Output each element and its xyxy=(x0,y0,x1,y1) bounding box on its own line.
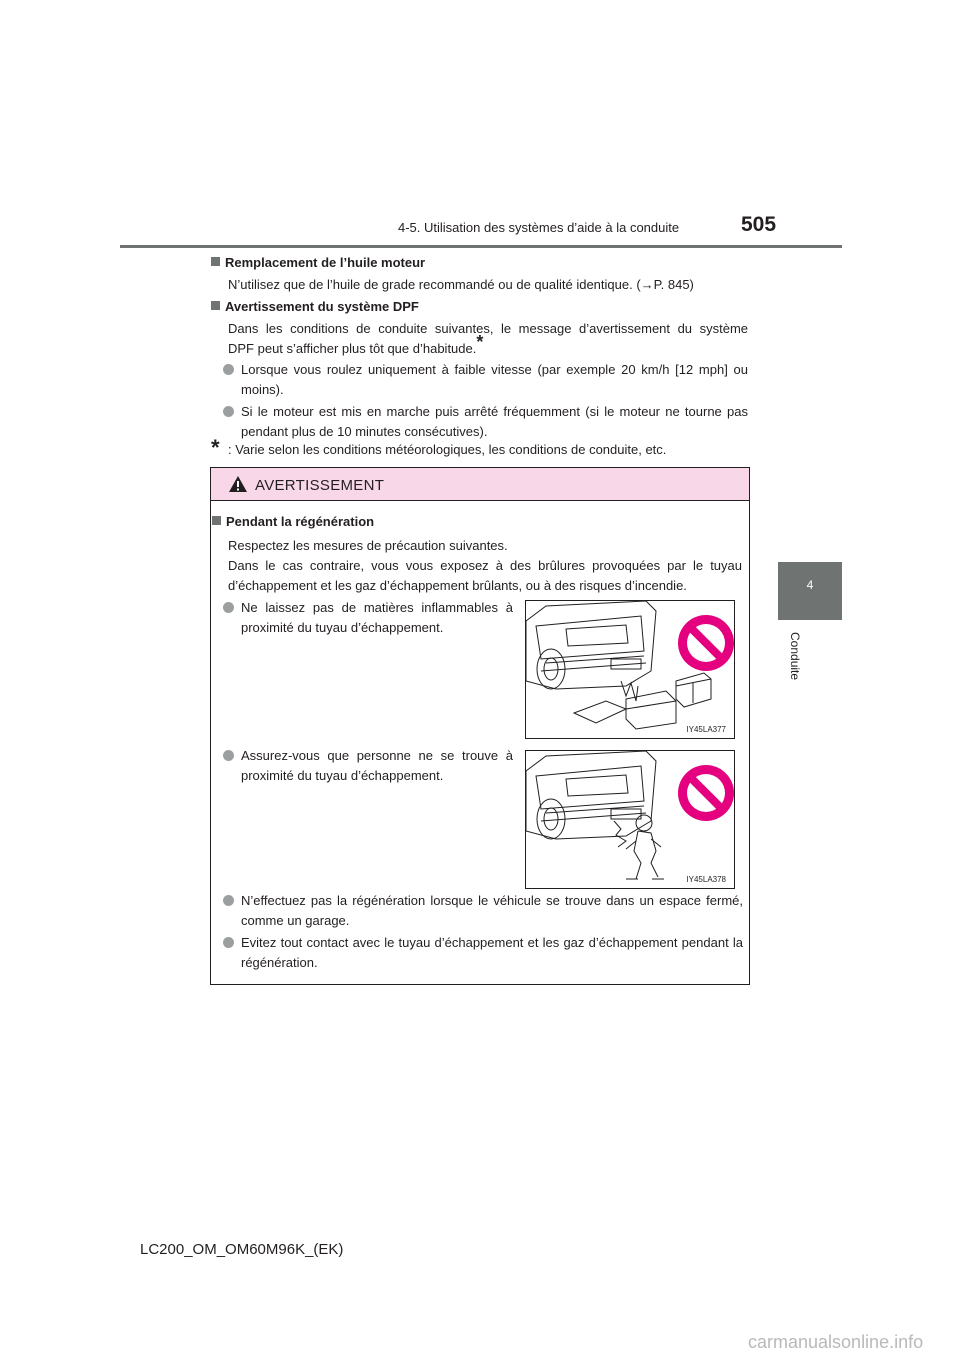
oil-text: N’utilisez que de l’huile de grade recommandé ou de qualité identique. (→P. 845) xyxy=(228,277,694,292)
dpf-bullet-1-text: Lorsque vous roulez uniquement à faible vitesse (par exemple 20 km/h [12 mph] ou moins). xyxy=(241,362,748,397)
dpf-bullet-2-text: Si le moteur est mis en marche puis arrêté fréquemment (si le moteur ne tourne pas pendant plus de 10 minutes consécutives). xyxy=(241,404,748,439)
dpf-text-line2-text: DPF peut s’afficher plus tôt que d’habitude. xyxy=(228,341,477,356)
section-title: 4-5. Utilisation des systèmes d’aide à la conduite xyxy=(398,220,680,235)
bullet-dot-icon xyxy=(223,602,234,613)
bullet-dot-icon xyxy=(223,406,234,417)
dpf-heading xyxy=(211,299,419,314)
chapter-tab xyxy=(778,562,842,620)
oil-heading xyxy=(211,255,425,270)
footnote-text: : Varie selon les conditions météorologiques, les conditions de conduite, etc. xyxy=(228,442,667,457)
square-bullet-icon xyxy=(211,257,220,266)
square-bullet-icon xyxy=(211,301,220,310)
warning-heading-text: Pendant la régénération xyxy=(226,514,375,529)
document-code: LC200_OM_OM60M96K_(EK) xyxy=(140,1241,344,1258)
warning-intro-line2: Dans le cas contraire, vous vous exposez à des brûlures provoquées par le tuyau d’échappement et les gaz d’échappement brûlants, ou à des risques d’incendie. xyxy=(228,558,742,593)
illustration-code: IY45LA378 xyxy=(686,875,726,884)
bullet-dot-icon xyxy=(223,750,234,761)
watermark: carmanualsonline.info xyxy=(748,1332,924,1352)
square-bullet-icon xyxy=(212,516,221,525)
illustration-person xyxy=(525,750,735,889)
warning-heading xyxy=(212,514,374,529)
oil-heading-text: Remplacement de l’huile moteur xyxy=(225,255,426,270)
chapter-number: 4 xyxy=(806,578,814,592)
bullet-dot-icon xyxy=(223,895,234,906)
dpf-text-line1: Dans les conditions de conduite suivantes, le message d’avertissement du système xyxy=(228,321,748,336)
warning-bullet-4-text: Evitez tout contact avec le tuyau d’échappement et les gaz d’échappement pendant la régénération. xyxy=(241,935,743,970)
page-number: 505 xyxy=(741,213,777,236)
footnote-marker-inline: * xyxy=(476,332,484,352)
dpf-bullet-2 xyxy=(223,402,748,442)
dpf-text xyxy=(228,319,748,359)
dpf-bullet-1 xyxy=(223,360,748,400)
warning-intro xyxy=(228,536,742,596)
warning-triangle-icon xyxy=(228,475,248,493)
warning-bullet-4 xyxy=(223,933,743,973)
warning-bullet-2 xyxy=(223,746,513,786)
dpf-text-line2 xyxy=(228,332,748,359)
warning-bullet-1 xyxy=(223,598,513,638)
illustration-flammables xyxy=(525,600,735,739)
warning-bullet-3 xyxy=(223,891,743,931)
header-rule xyxy=(120,245,842,248)
warning-bullet-1-text: Ne laissez pas de matières inflammables à proximité du tuyau d’échappement. xyxy=(241,600,513,635)
warning-bullet-2-text: Assurez-vous que personne ne se trouve à proximité du tuyau d’échappement. xyxy=(241,748,513,783)
warning-intro-line1: Respectez les mesures de précaution suivantes. xyxy=(228,538,508,553)
warning-bullet-3-text: N’effectuez pas la régénération lorsque le véhicule se trouve dans un espace fermé, comme un garage. xyxy=(241,893,743,928)
warning-title: AVERTISSEMENT xyxy=(255,477,385,494)
bullet-dot-icon xyxy=(223,364,234,375)
chapter-label: Conduite xyxy=(788,632,802,681)
warning-header xyxy=(211,468,749,501)
vehicle-person-illustration xyxy=(526,751,734,888)
footnote-marker: * xyxy=(211,435,220,460)
vehicle-flammables-illustration xyxy=(526,601,734,738)
dpf-heading-text: Avertissement du système DPF xyxy=(225,299,419,314)
chapter-label-wrapper xyxy=(788,632,802,692)
illustration-code: IY45LA377 xyxy=(686,725,726,734)
bullet-dot-icon xyxy=(223,937,234,948)
